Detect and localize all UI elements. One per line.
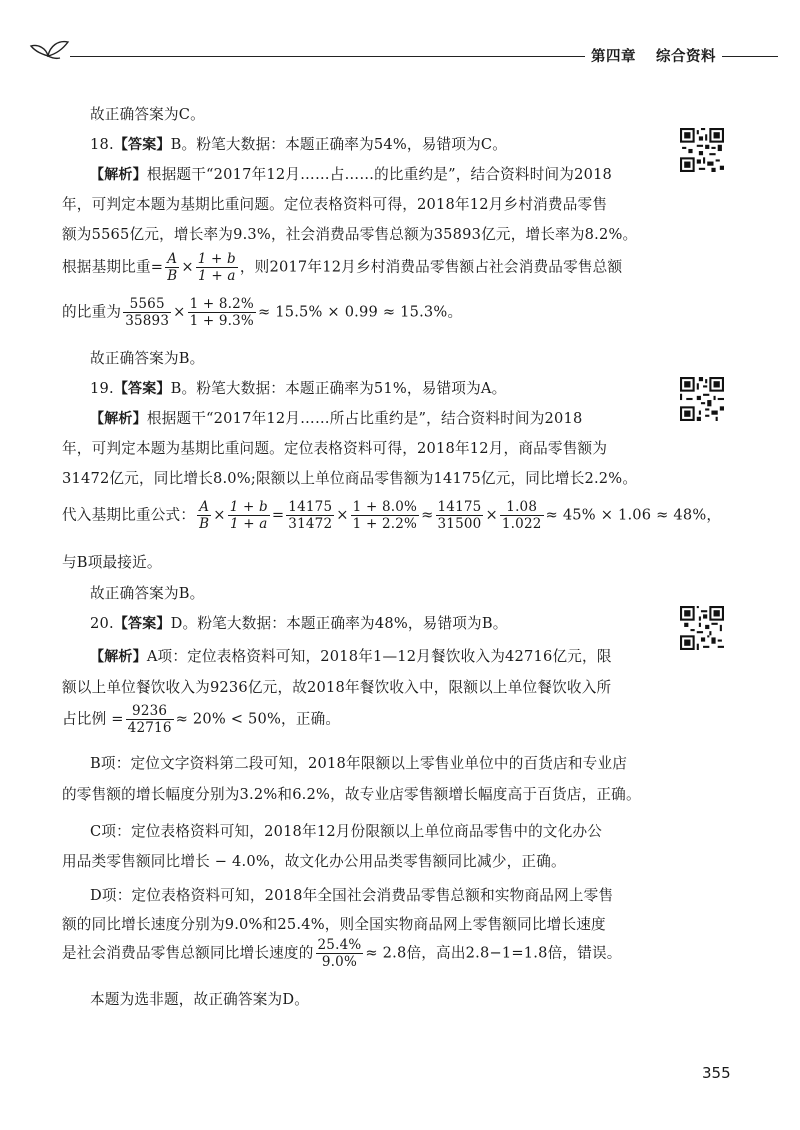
- text: 的比重为: [62, 303, 122, 321]
- answer-tag: 【答案】: [113, 137, 171, 153]
- denominator: 1 + a: [230, 516, 268, 533]
- denominator: 31500: [437, 516, 482, 533]
- times-symbol: ×: [173, 303, 186, 321]
- fraction: [436, 500, 484, 531]
- numerator: 1 + b: [197, 251, 236, 267]
- fraction: [123, 297, 171, 328]
- denominator: B: [199, 516, 210, 533]
- paragraph: 年，可判定本题为基期比重问题。定位表格资料可得，2018年12月，商品零售额为: [62, 440, 608, 457]
- denominator: 1 + 2.2%: [352, 516, 418, 533]
- fraction-a-over-b: [197, 500, 211, 531]
- fraction: [351, 500, 419, 531]
- paragraph: 故正确答案为B。: [90, 350, 205, 367]
- analysis-tag: 【解析】: [90, 411, 147, 427]
- denominator: B: [167, 268, 178, 285]
- numerator: 14175: [288, 499, 333, 515]
- text: 代入基期比重公式：: [62, 506, 196, 524]
- text: 是社会消费品零售总额同比增长速度的: [62, 944, 314, 962]
- times-symbol: ×: [181, 258, 194, 276]
- text: ≈ 45% × 1.06 ≈ 48%，: [545, 506, 722, 524]
- formula-line: [62, 297, 462, 328]
- denominator: 35893: [125, 313, 170, 330]
- numerator: A: [197, 500, 211, 516]
- fraction: [188, 297, 256, 328]
- question-19-header: [62, 377, 506, 398]
- equals-symbol: =: [271, 506, 285, 524]
- numerator: A: [165, 252, 179, 268]
- fraction-a-over-b: [165, 252, 179, 283]
- qr-code-icon[interactable]: [680, 128, 724, 172]
- numerator: 1.08: [500, 500, 544, 516]
- paragraph: 31472亿元，同比增长8.0%;限额以上单位商品零售额为14175亿元，同比增长2.2%。: [62, 470, 638, 487]
- formula-line: [62, 252, 622, 283]
- qr-code-icon[interactable]: [680, 377, 724, 421]
- qr-code-icon[interactable]: [680, 606, 724, 650]
- denominator: 42716: [127, 720, 172, 737]
- paragraph: C项：定位表格资料可知，2018年12月份限额以上单位商品零售中的文化办公: [90, 823, 603, 840]
- question-number: 19.: [90, 380, 114, 397]
- fraction-growth: [228, 500, 270, 531]
- formula-line: [62, 704, 340, 735]
- times-symbol: ×: [336, 506, 349, 524]
- chapter-label: 第四章: [591, 49, 636, 65]
- paragraph: 本题为选非题，故正确答案为D。: [90, 991, 310, 1008]
- answer-summary: D。粉笔大数据：本题正确率为48%，易错项为B。: [170, 615, 508, 632]
- paragraph: D项：定位表格资料可知，2018年全国社会消费品零售总额和实物商品网上零售: [90, 887, 614, 904]
- text: ≈ 20% < 50%，正确。: [175, 710, 341, 728]
- analysis-tag: 【解析】: [90, 167, 147, 183]
- running-header: [585, 45, 722, 66]
- paragraph: 的零售额的增长幅度分别为3.2%和6.2%，故专业店零售额增长幅度高于百货店，正确。: [62, 786, 641, 803]
- text: ，则2017年12月乡村消费品零售额占社会消费品零售总额: [239, 258, 623, 276]
- answer-tag: 【答案】: [113, 616, 171, 632]
- paragraph: 年，可判定本题为基期比重问题。定位表格资料可得，2018年12月乡村消费品零售: [62, 196, 608, 213]
- answer-summary: B。粉笔大数据：本题正确率为54%，易错项为C。: [170, 136, 508, 153]
- numerator: 1 + 8.0%: [352, 499, 418, 515]
- question-20-header: [62, 612, 508, 633]
- fraction: [126, 704, 174, 735]
- denominator: 9.0%: [321, 954, 357, 971]
- question-number: 18.: [90, 136, 114, 153]
- fraction-growth: [196, 252, 238, 283]
- question-number: 20.: [90, 615, 114, 632]
- fraction: [286, 500, 334, 531]
- paragraph: [62, 163, 612, 184]
- text: 占比例 =: [62, 710, 124, 728]
- text: 根据题干“2017年12月……占……的比重约是”，结合资料时间为2018: [146, 166, 613, 183]
- times-symbol: ×: [213, 506, 226, 524]
- denominator: 31472: [288, 516, 333, 533]
- paragraph: 故正确答案为C。: [90, 106, 205, 123]
- formula-line: [62, 500, 721, 531]
- numerator: 14175: [437, 499, 482, 515]
- text: ≈ 2.8倍，高出2.8−1=1.8倍，错误。: [365, 944, 622, 962]
- formula-line: [62, 938, 622, 969]
- section-label: 综合资料: [656, 49, 716, 65]
- page-number: 355: [702, 1064, 731, 1082]
- numerator: 9236: [126, 704, 174, 720]
- denominator: 1 + a: [198, 268, 236, 285]
- denominator: 1 + 9.3%: [189, 313, 254, 330]
- denominator: 1.022: [501, 516, 542, 533]
- paragraph: [62, 645, 612, 666]
- text: 根据基期比重=: [62, 258, 164, 276]
- fraction: [500, 500, 544, 531]
- fraction: [316, 938, 364, 969]
- paragraph: B项：定位文字资料第二段可知，2018年限额以上零售业单位中的百货店和专业店: [90, 755, 628, 772]
- text: 根据题干“2017年12月……所占比重约是”，结合资料时间为2018: [146, 410, 583, 427]
- answer-summary: B。粉笔大数据：本题正确率为51%，易错项为A。: [170, 380, 507, 397]
- text: A项：定位表格资料可知，2018年1—12月餐饮收入为42716亿元，限: [146, 648, 612, 665]
- paragraph: 用品类零售额同比增长 − 4.0%，故文化办公用品类零售额同比减少，正确。: [62, 853, 566, 870]
- paragraph: 额的同比增长速度分别为9.0%和25.4%，则全国实物商品网上零售额同比增长速度: [62, 916, 606, 933]
- numerator: 1 + 8.2%: [189, 296, 254, 312]
- answer-tag: 【答案】: [113, 381, 171, 397]
- paragraph: 与B项最接近。: [62, 554, 162, 571]
- paragraph: [62, 407, 582, 428]
- text: ≈ 15.5% × 0.99 ≈ 15.3%。: [257, 303, 463, 321]
- approx-symbol: ≈: [421, 506, 434, 524]
- paragraph: 故正确答案为B。: [90, 585, 205, 602]
- question-18-header: [62, 133, 507, 154]
- paragraph: 额为5565亿元，增长率为9.3%，社会消费品零售总额为35893亿元，增长率为8.2%。: [62, 226, 638, 243]
- leaf-icon: [28, 30, 72, 60]
- numerator: 1 + b: [229, 499, 268, 515]
- numerator: 5565: [123, 297, 171, 313]
- paragraph: 额以上单位餐饮收入为9236亿元，故2018年餐饮收入中，限额以上单位餐饮收入所: [62, 679, 612, 696]
- numerator: 25.4%: [317, 937, 362, 953]
- times-symbol: ×: [485, 506, 498, 524]
- analysis-tag: 【解析】: [90, 649, 147, 665]
